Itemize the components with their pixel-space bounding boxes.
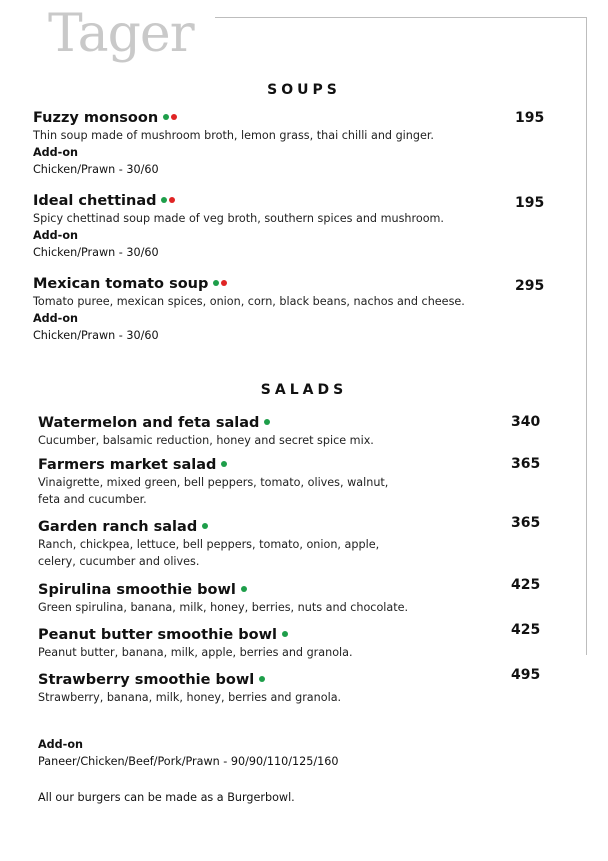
veg-icon bbox=[241, 581, 247, 599]
veg-nonveg-icon bbox=[161, 192, 175, 210]
brand-logo: Tager bbox=[48, 4, 194, 64]
frame-top-line bbox=[215, 17, 587, 18]
salad-item bbox=[38, 581, 408, 616]
salad-item bbox=[38, 518, 379, 570]
salad-item bbox=[38, 456, 388, 508]
soup-item-ideal-chettinad bbox=[33, 192, 444, 261]
item-description: Vinaigrette, mixed green, bell peppers, tomato, olives, walnut, bbox=[38, 476, 389, 489]
item-price: 340 bbox=[511, 414, 541, 430]
addon-value: Paneer/Chicken/Beef/Pork/Prawn - 90/90/110/125/160 bbox=[38, 755, 339, 768]
item-name: Spirulina smoothie bowl bbox=[38, 582, 236, 598]
veg-icon bbox=[259, 671, 265, 689]
item-price: 195 bbox=[515, 195, 545, 211]
item-name: Ideal chettinad bbox=[33, 193, 157, 209]
salad-item bbox=[38, 626, 353, 661]
frame-right-line bbox=[586, 17, 587, 655]
veg-icon bbox=[282, 626, 288, 644]
veg-icon bbox=[264, 414, 270, 432]
item-name: Watermelon and feta salad bbox=[38, 415, 260, 431]
soup-item-mexican-tomato bbox=[33, 275, 465, 344]
item-description: Thin soup made of mushroom broth, lemon grass, thai chilli and ginger. bbox=[33, 129, 434, 142]
salad-item bbox=[38, 414, 374, 449]
veg-nonveg-icon bbox=[163, 109, 177, 127]
addon-label: Add-on bbox=[33, 146, 78, 159]
item-description: Spicy chettinad soup made of veg broth, southern spices and mushroom. bbox=[33, 212, 444, 225]
item-price: 425 bbox=[511, 577, 541, 593]
veg-nonveg-icon bbox=[213, 275, 227, 293]
item-description: Strawberry, banana, milk, honey, berries and granola. bbox=[38, 691, 342, 704]
item-name: Peanut butter smoothie bowl bbox=[38, 627, 277, 643]
item-name: Farmers market salad bbox=[38, 457, 217, 473]
item-description-cont: feta and cucumber. bbox=[38, 493, 147, 506]
veg-icon bbox=[221, 456, 227, 474]
item-description: Green spirulina, banana, milk, honey, berries, nuts and chocolate. bbox=[38, 601, 409, 614]
item-description-cont: celery, cucumber and olives. bbox=[38, 555, 200, 568]
footer-addon bbox=[38, 736, 339, 770]
item-name: Garden ranch salad bbox=[38, 519, 198, 535]
addon-label: Add-on bbox=[38, 738, 83, 751]
addon-value: Chicken/Prawn - 30/60 bbox=[33, 246, 159, 259]
item-price: 365 bbox=[511, 515, 541, 531]
soups-heading: SOUPS bbox=[267, 82, 341, 98]
item-description: Peanut butter, banana, milk, apple, berries and granola. bbox=[38, 646, 353, 659]
item-name: Mexican tomato soup bbox=[33, 276, 209, 292]
item-name: Strawberry smoothie bowl bbox=[38, 672, 255, 688]
item-description: Ranch, chickpea, lettuce, bell peppers, tomato, onion, apple, bbox=[38, 538, 380, 551]
item-price: 195 bbox=[515, 110, 545, 126]
addon-label: Add-on bbox=[33, 312, 78, 325]
item-price: 425 bbox=[511, 622, 541, 638]
addon-label: Add-on bbox=[33, 229, 78, 242]
item-price: 365 bbox=[511, 456, 541, 472]
salads-heading: SALADS bbox=[260, 382, 348, 398]
item-price: 495 bbox=[511, 667, 541, 683]
salad-item bbox=[38, 671, 341, 706]
addon-value: Chicken/Prawn - 30/60 bbox=[33, 163, 159, 176]
footer-note: All our burgers can be made as a Burgerbowl. bbox=[38, 791, 295, 804]
item-description: Tomato puree, mexican spices, onion, corn, black beans, nachos and cheese. bbox=[33, 295, 465, 308]
veg-icon bbox=[202, 518, 208, 536]
addon-value: Chicken/Prawn - 30/60 bbox=[33, 329, 159, 342]
item-name: Fuzzy monsoon bbox=[33, 110, 159, 126]
soup-item-fuzzy-monsoon bbox=[33, 109, 434, 178]
item-description: Cucumber, balsamic reduction, honey and secret spice mix. bbox=[38, 434, 374, 447]
item-price: 295 bbox=[515, 278, 545, 294]
